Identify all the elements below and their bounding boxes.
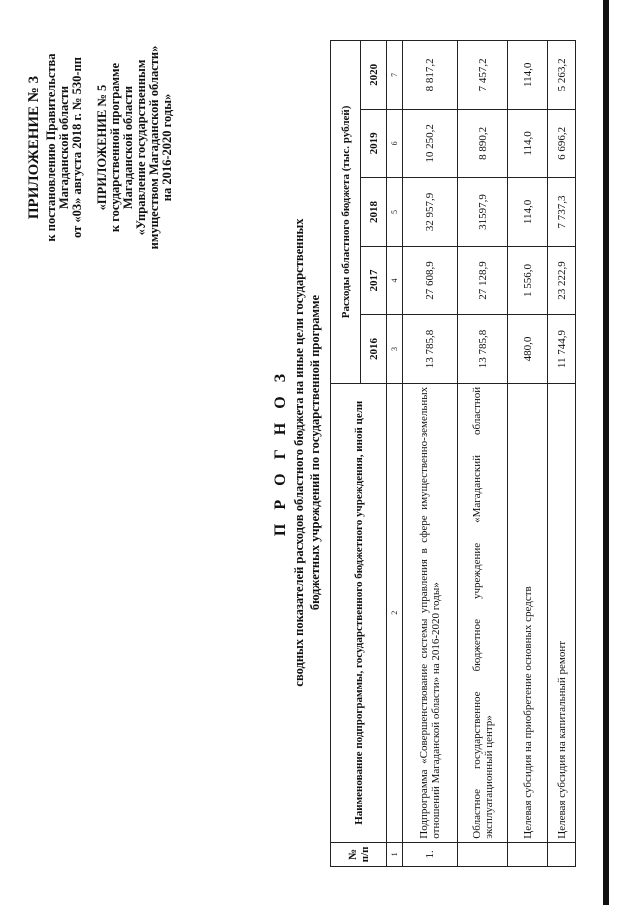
row-value: 10 250,2 xyxy=(403,109,458,178)
row-value: 5 263,2 xyxy=(548,41,576,110)
row-value: 8 817,2 xyxy=(403,41,458,110)
row-name: Областное государственное бюджетное учреждение «Магаданский областной эксплуатационный центр» xyxy=(458,383,508,842)
row-no: 1. xyxy=(403,842,458,866)
row-value: 7 737,3 xyxy=(548,178,576,247)
document-title xyxy=(272,0,322,905)
column-number: 2 xyxy=(387,383,403,842)
row-no xyxy=(458,842,508,866)
header-year: 2016 xyxy=(361,315,387,384)
program-appendix-title: «ПРИЛОЖЕНИЕ № 5 xyxy=(95,84,109,211)
program-line: к государственной программе xyxy=(108,62,122,233)
row-value: 114,0 xyxy=(508,41,548,110)
row-name: Целевая субсидия на капитальный ремонт xyxy=(548,383,576,842)
row-value: 11 744,9 xyxy=(548,315,576,384)
row-value: 1 556,0 xyxy=(508,246,548,315)
row-value: 27 128,9 xyxy=(458,246,508,315)
header-year: 2018 xyxy=(361,178,387,247)
program-line: на 2016-2020 годы» xyxy=(160,93,174,202)
column-number: 3 xyxy=(387,315,403,384)
decree-line: к постановлению Правительства xyxy=(44,53,58,242)
column-number: 5 xyxy=(387,178,403,247)
table-row xyxy=(548,41,576,867)
table-row xyxy=(403,41,458,867)
row-value: 7 457,2 xyxy=(458,41,508,110)
row-value: 23 222,9 xyxy=(548,246,576,315)
column-number: 4 xyxy=(387,246,403,315)
row-value: 6 696,2 xyxy=(548,109,576,178)
column-number: 7 xyxy=(387,41,403,110)
title-sub: бюджетных учреждений по государственной программе xyxy=(308,294,322,611)
decree-line: от «03» августа 2018 г. № 530-пп xyxy=(70,57,84,238)
row-no xyxy=(548,842,576,866)
header-name: Наименование подпрограммы, государственного бюджетного учреждения, иной цели xyxy=(331,383,387,842)
row-name: Подпрограмма «Совершенствование системы управления в сфере имущественно-земельных отношений Магаданской области» на 2016-2020 годы» xyxy=(403,383,458,842)
row-value: 13 785,8 xyxy=(458,315,508,384)
header-year: 2017 xyxy=(361,246,387,315)
header-year: 2019 xyxy=(361,109,387,178)
title-main: П Р О Г Н О З xyxy=(272,368,289,537)
row-value: 32 957,9 xyxy=(403,178,458,247)
table-row xyxy=(508,41,548,867)
column-number: 1 xyxy=(387,842,403,866)
row-value: 8 890,2 xyxy=(458,109,508,178)
row-value: 31597,9 xyxy=(458,178,508,247)
row-value: 114,0 xyxy=(508,109,548,178)
header-no: № п/п xyxy=(331,842,387,866)
program-line: Магаданской области xyxy=(121,85,135,210)
row-no xyxy=(508,842,548,866)
row-name: Целевая субсидия на приобретение основных средств xyxy=(508,383,548,842)
row-value: 27 608,9 xyxy=(403,246,458,315)
decree-line: Магаданской области xyxy=(57,85,71,210)
header-expenses: Расходы областного бюджета (тыс. рублей) xyxy=(331,41,361,384)
appendix-header xyxy=(28,40,174,255)
row-value: 13 785,8 xyxy=(403,315,458,384)
header-year: 2020 xyxy=(361,41,387,110)
program-line: имуществом Магаданской области» xyxy=(147,45,161,250)
appendix-title: ПРИЛОЖЕНИЕ № 3 xyxy=(26,75,42,220)
table-row xyxy=(458,41,508,867)
title-sub: сводных показателей расходов областного бюджета на иные цели государственных xyxy=(292,218,306,687)
scan-edge-line xyxy=(603,0,609,905)
column-number: 6 xyxy=(387,109,403,178)
row-value: 480,0 xyxy=(508,315,548,384)
program-line: «Управление государственным xyxy=(134,59,148,236)
forecast-table xyxy=(330,40,576,867)
row-value: 114,0 xyxy=(508,178,548,247)
